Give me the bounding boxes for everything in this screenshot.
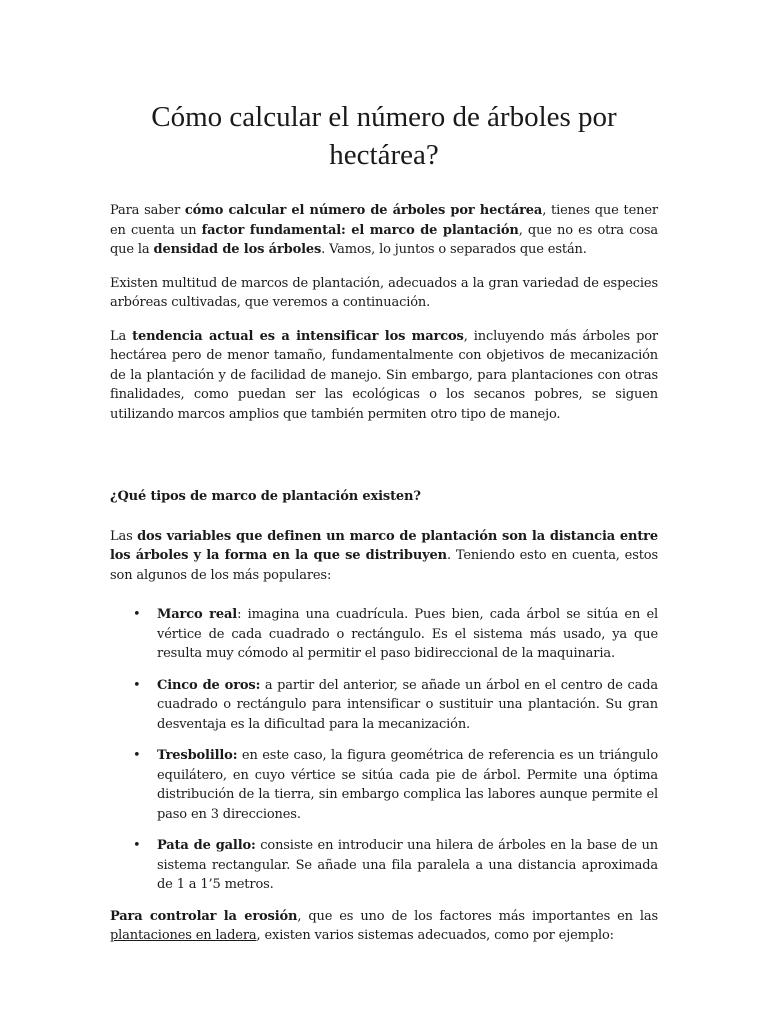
section-heading: ¿Qué tipos de marco de plantación existen?	[110, 489, 421, 504]
trend-paragraph	[110, 327, 658, 425]
bold-text: dos variables que definen un marco de plantación son la distancia entre los árboles y la forma en la que se distribuyen	[110, 528, 658, 563]
text: , existen varios sistemas adecuados, como por ejemplo:	[256, 928, 614, 943]
bold-text: factor fundamental: el marco de plantación	[201, 222, 519, 238]
erosion-paragraph	[110, 907, 658, 946]
list-item-term: Cinco de oros:	[157, 677, 261, 693]
list-item	[133, 605, 658, 664]
list-item-term: Tresbolillo:	[157, 748, 238, 763]
bullet-icon: •	[133, 748, 141, 763]
list-item	[133, 676, 658, 735]
bold-text: cómo calcular el número de árboles por hectárea	[184, 203, 543, 218]
list-item	[133, 836, 659, 895]
bold-text: Para controlar la erosión	[110, 908, 298, 924]
text: , incluyendo más árboles por hectárea pero de menor tamaño, fundamentalmente con objetivos de mecanización de la plantación y de facilidad de manejo. Sin embargo, para plantaciones con otras finalidades, como puedan ser las ecológicas o los secanos pobres, se siguen utilizando marcos amplios que también permiten otro tipo de manejo.	[110, 328, 658, 422]
text: Para saber	[110, 203, 185, 218]
text: . Vamos, lo juntos o separados que están.	[321, 242, 587, 257]
text: , que no es otra cosa que la	[110, 222, 658, 257]
text: Las	[110, 528, 138, 544]
intro-paragraph	[110, 201, 658, 260]
list-item-text: consiste en introducir una hilera de árboles en la base de un sistema rectangular. Se añade una fila paralela a una distancia aproximada de 1 a 1’5 metros.	[157, 838, 659, 892]
hillside-plantations-link[interactable]: plantaciones en ladera	[110, 928, 257, 943]
document-title: Cómo calcular el número de árboles por hectárea?	[151, 101, 617, 171]
bold-text: tendencia actual es a intensificar los marcos	[132, 328, 464, 344]
list-item-text: : imagina una cuadrícula. Pues bien, cada árbol se sitúa en el vértice de cada cuadrado o rectángulo. Es el sistema más usado, ya que resulta muy cómodo al permitir el paso bidireccional de la maquinaria.	[157, 607, 658, 661]
text: , que es uno de los factores más importantes en las	[297, 908, 658, 924]
variety-paragraph: Existen multitud de marcos de plantación, adecuados a la gran variedad de especies arbóreas cultivadas, que veremos a continuación.	[110, 275, 658, 310]
list-item-term: Pata de gallo:	[157, 838, 256, 853]
bullet-icon: •	[133, 838, 141, 853]
bullet-icon: •	[133, 677, 141, 693]
bold-text: densidad de los árboles	[153, 242, 322, 257]
list-item-text: en este caso, la figura geométrica de referencia es un triángulo equilátero, en cuyo vértice se sitúa cada pie de árbol. Permite una óptima distribución de la tierra, sin embargo complica las labores aunque permite el paso en 3 direcciones.	[157, 748, 658, 822]
list-item	[133, 746, 658, 824]
bullet-icon: •	[133, 607, 141, 622]
list-item-text: a partir del anterior, se añade un árbol en el centro de cada cuadrado o rectángulo para intensificar o sustituir una plantación. Su gran desventaja es la dificultad para la mecanización.	[157, 677, 658, 732]
plantation-types-list	[110, 605, 658, 895]
text: La	[110, 328, 133, 344]
text: , tienes que tener en cuenta un	[110, 203, 658, 238]
list-item-term: Marco real	[157, 607, 238, 622]
variables-paragraph	[110, 527, 658, 586]
text: . Teniendo esto en cuenta, estos son algunos de los más populares:	[110, 548, 658, 583]
